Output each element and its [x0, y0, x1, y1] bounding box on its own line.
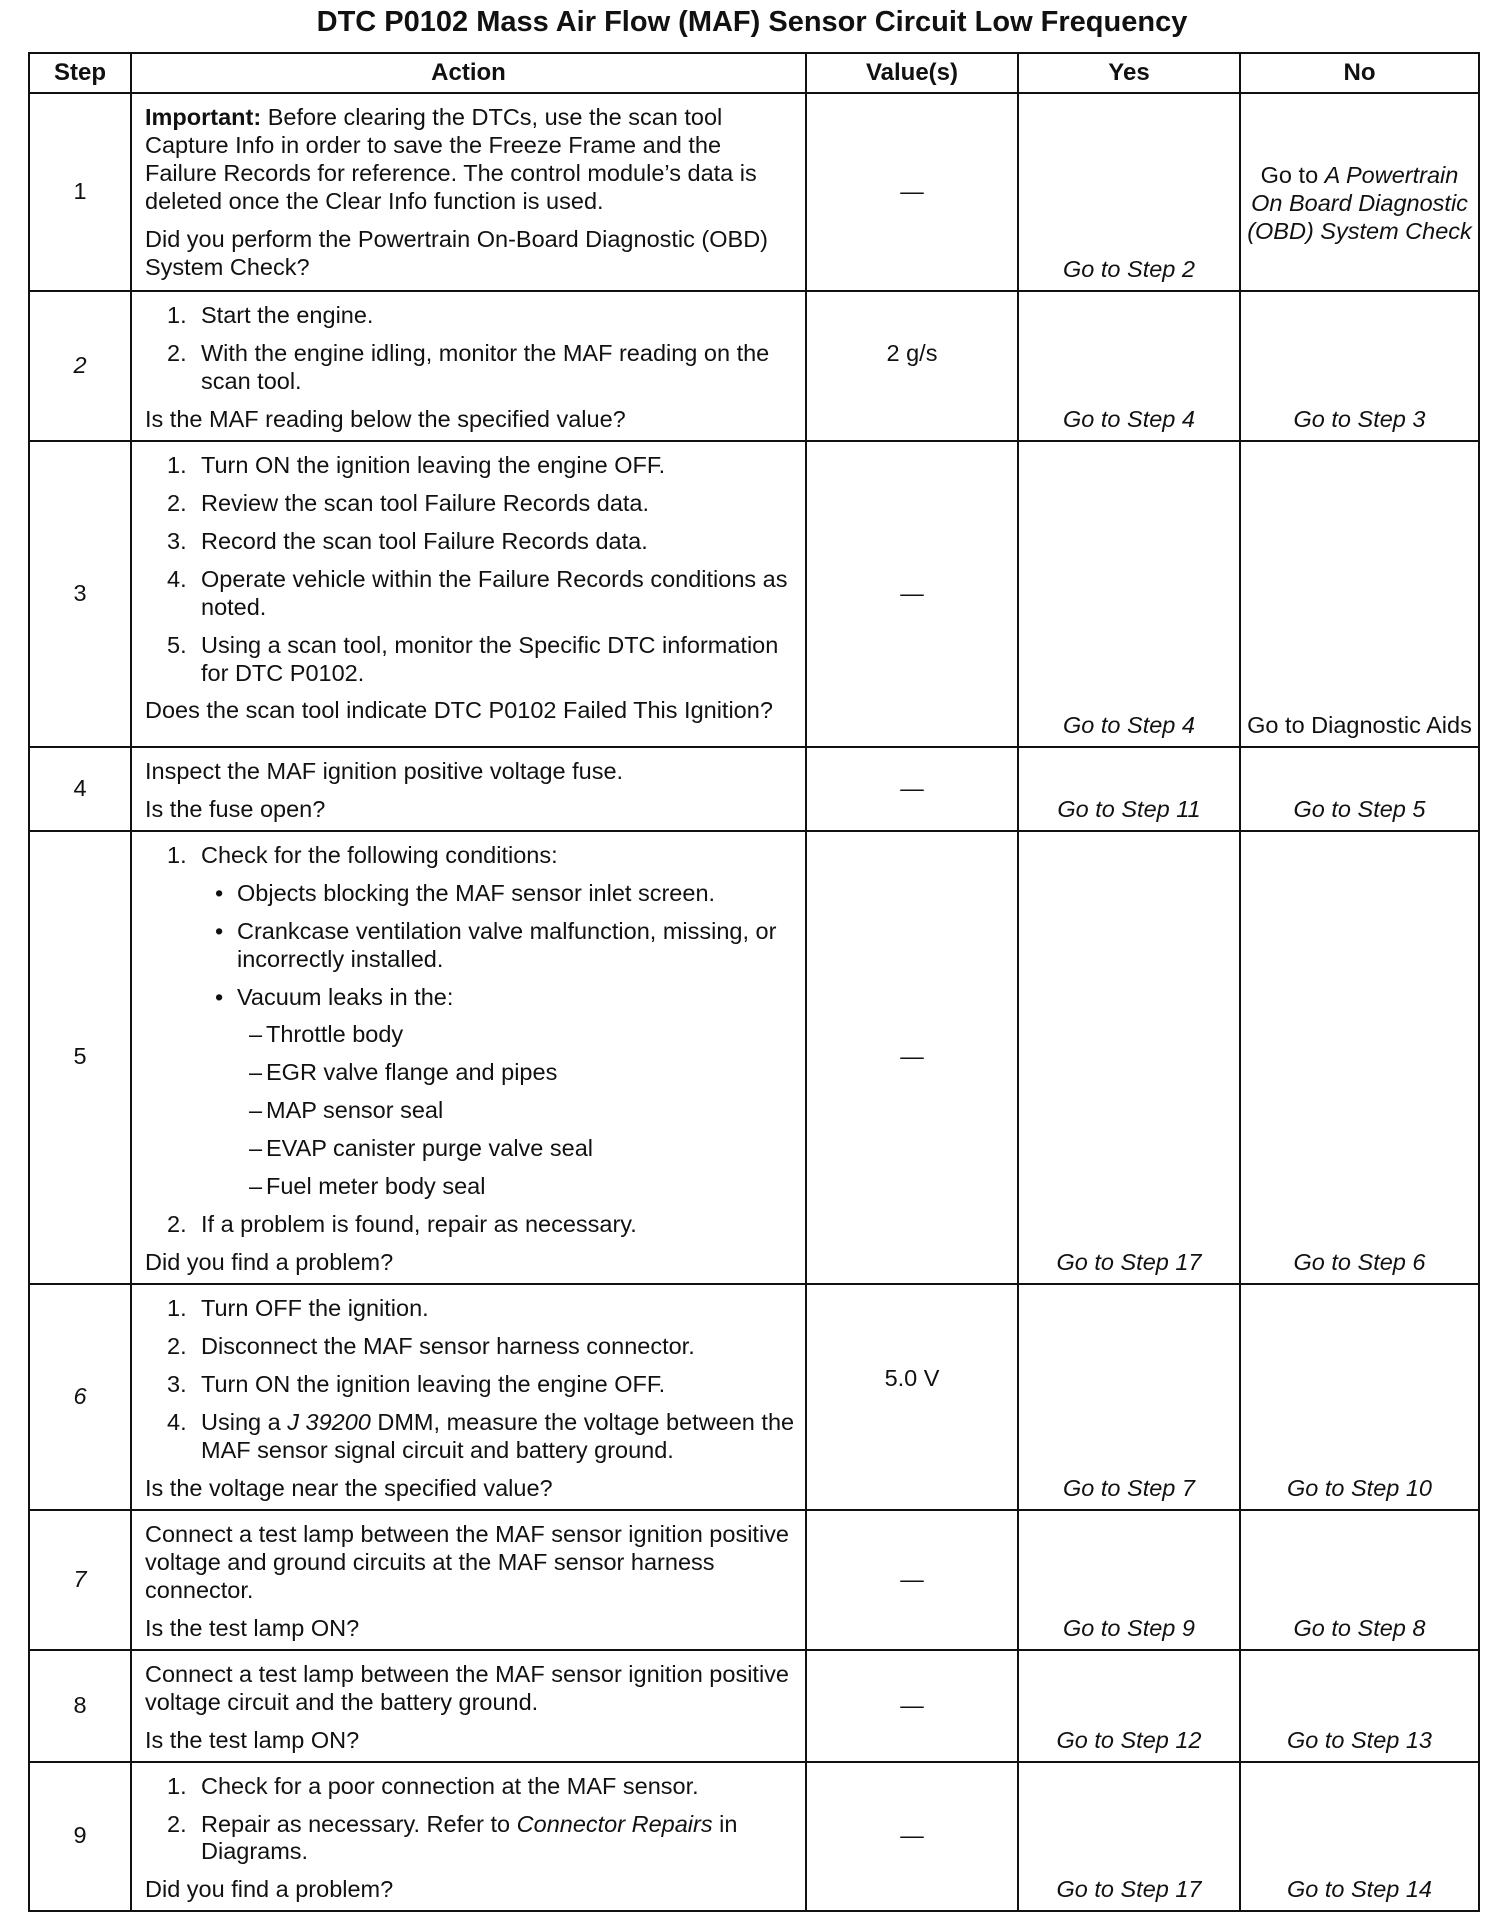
question-text: Did you find a problem?	[145, 1876, 394, 1903]
no-cell: Go to Step 5	[1240, 747, 1479, 831]
action-cell	[131, 441, 806, 747]
table-row	[29, 747, 1479, 831]
step-number: 1	[29, 93, 131, 291]
no-cell: Go to Step 10	[1240, 1284, 1479, 1510]
question-text: Is the MAF reading below the specified value?	[145, 405, 626, 432]
no-cell: Go to Step 13	[1240, 1650, 1479, 1762]
action-cell	[131, 1284, 806, 1510]
list-item: 2. Repair as necessary. Refer to Connector Repairs in Diagrams.	[167, 1810, 738, 1865]
step-number: 3	[29, 441, 131, 747]
no-cell: Go to Step 3	[1240, 291, 1479, 441]
important-note	[145, 104, 797, 216]
no-cell	[1240, 93, 1479, 291]
action-cell	[131, 1510, 806, 1650]
list-item: 1. Start the engine.	[167, 302, 374, 328]
value-cell: —	[806, 441, 1018, 747]
yes-cell: Go to Step 7	[1018, 1284, 1240, 1510]
list-item: 1. Turn OFF the ignition.	[167, 1295, 429, 1322]
important-label: Important:	[145, 104, 262, 130]
value-cell: —	[806, 93, 1018, 291]
action-cell	[131, 291, 806, 441]
header-values: Value(s)	[806, 53, 1018, 93]
step-number: 4	[29, 747, 131, 831]
question-text: Did you find a problem?	[145, 1249, 394, 1276]
question-text: Is the fuse open?	[145, 795, 326, 822]
bullet-item: • Crankcase ventilation valve malfunction, missing, or incorrectly installed.	[215, 917, 777, 972]
page-title: DTC P0102 Mass Air Flow (MAF) Sensor Circuit Low Frequency	[316, 6, 1188, 38]
action-cell	[131, 831, 806, 1284]
question-text: Did you perform the Powertrain On-Board Diagnostic (OBD) System Check?	[145, 225, 768, 280]
value-cell: 2 g/s	[806, 291, 1018, 441]
dash-item: – Fuel meter body seal	[249, 1173, 486, 1200]
no-prefix: Go to	[1260, 162, 1325, 189]
table-row	[29, 1762, 1479, 1912]
dash-item: – Throttle body	[249, 1021, 404, 1048]
yes-cell: Go to Step 2	[1018, 93, 1240, 291]
action-cell	[131, 1650, 806, 1762]
dash-item: – EVAP canister purge valve seal	[249, 1135, 594, 1162]
list-item: 3. Record the scan tool Failure Records data.	[167, 527, 648, 554]
no-cell: Go to Step 8	[1240, 1510, 1479, 1650]
tool-name: J 39200	[287, 1409, 371, 1436]
table-row	[29, 1284, 1479, 1510]
table-row	[29, 291, 1479, 441]
yes-cell: Go to Step 11	[1018, 747, 1240, 831]
list-item: 4. Operate vehicle within the Failure Records conditions as noted.	[167, 565, 788, 620]
step-number: 2	[29, 291, 131, 441]
table-row	[29, 831, 1479, 1284]
dash-item: – EGR valve flange and pipes	[249, 1059, 558, 1086]
list-item: 1. Check for a poor connection at the MAF sensor.	[167, 1772, 699, 1799]
yes-cell: Go to Step 4	[1018, 441, 1240, 747]
header-yes: Yes	[1018, 53, 1240, 93]
value-cell: —	[806, 1650, 1018, 1762]
yes-cell: Go to Step 4	[1018, 291, 1240, 441]
connector-repairs-link[interactable]: Connector Repairs	[516, 1810, 713, 1837]
no-cell: Go to Diagnostic Aids	[1240, 441, 1479, 747]
step-number: 6	[29, 1284, 131, 1510]
important-text: Before clearing the DTCs, use the scan tool Capture Info in order to save the Freeze Frame and the Failure Records for reference. The control module’s data is deleted once the Clear Info function is used.	[145, 104, 757, 214]
header-no: No	[1240, 53, 1479, 93]
list-item: 1. Turn ON the ignition leaving the engine OFF.	[167, 451, 666, 478]
action-cell	[131, 747, 806, 831]
list-item: 5. Using a scan tool, monitor the Specific DTC information for DTC P0102.	[167, 631, 779, 686]
no-cell: Go to Step 6	[1240, 831, 1479, 1284]
step-number: 8	[29, 1650, 131, 1762]
bullet-item: • Objects blocking the MAF sensor inlet screen.	[215, 879, 716, 906]
obd-check-link[interactable]: A Powertrain On Board Diagnostic (OBD) System Check	[1247, 162, 1472, 244]
list-item: 2. Review the scan tool Failure Records data.	[167, 489, 650, 516]
list-item: 2. Disconnect the MAF sensor harness connector.	[167, 1333, 695, 1360]
table-row	[29, 441, 1479, 747]
value-cell: —	[806, 1510, 1018, 1650]
header-row	[29, 53, 1479, 93]
action-text: Connect a test lamp between the MAF sensor ignition positive voltage and ground circuits at the MAF sensor harness connector.	[145, 1520, 789, 1603]
yes-cell: Go to Step 12	[1018, 1650, 1240, 1762]
step-number: 7	[29, 1510, 131, 1650]
yes-cell: Go to Step 17	[1018, 1762, 1240, 1912]
value-cell: —	[806, 747, 1018, 831]
header-action: Action	[131, 53, 806, 93]
list-item: 1. Check for the following conditions:	[167, 841, 558, 868]
dash-item: – MAP sensor seal	[249, 1097, 444, 1124]
action-text: Inspect the MAF ignition positive voltage fuse.	[145, 757, 624, 784]
value-cell: —	[806, 831, 1018, 1284]
bullet-item: • Vacuum leaks in the:	[215, 983, 454, 1010]
table-row	[29, 1650, 1479, 1762]
step-number: 5	[29, 831, 131, 1284]
value-cell: 5.0 V	[806, 1284, 1018, 1510]
list-item: 4. Using a J 39200 DMM, measure the voltage between the MAF sensor signal circuit and battery ground.	[167, 1409, 795, 1463]
yes-cell: Go to Step 17	[1018, 831, 1240, 1284]
question-text: Is the voltage near the specified value?	[145, 1474, 553, 1501]
list-item: 2. With the engine idling, monitor the MAF reading on the scan tool.	[167, 339, 770, 394]
list-item: 3. Turn ON the ignition leaving the engine OFF.	[167, 1371, 666, 1398]
diagnostic-table	[28, 52, 1480, 1912]
header-step: Step	[29, 53, 131, 93]
no-cell: Go to Step 14	[1240, 1762, 1479, 1912]
action-cell	[131, 1762, 806, 1912]
yes-cell: Go to Step 9	[1018, 1510, 1240, 1650]
table-row	[29, 93, 1479, 291]
value-cell: —	[806, 1762, 1018, 1912]
question-text: Is the test lamp ON?	[145, 1614, 360, 1641]
question-text: Does the scan tool indicate DTC P0102 Failed This Ignition?	[145, 697, 773, 724]
question-text: Is the test lamp ON?	[145, 1726, 360, 1753]
step-number: 9	[29, 1762, 131, 1912]
action-cell	[131, 93, 806, 291]
action-text: Connect a test lamp between the MAF sensor ignition positive voltage circuit and the battery ground.	[145, 1660, 789, 1715]
list-item: 2. If a problem is found, repair as necessary.	[167, 1211, 637, 1238]
table-row	[29, 1510, 1479, 1650]
